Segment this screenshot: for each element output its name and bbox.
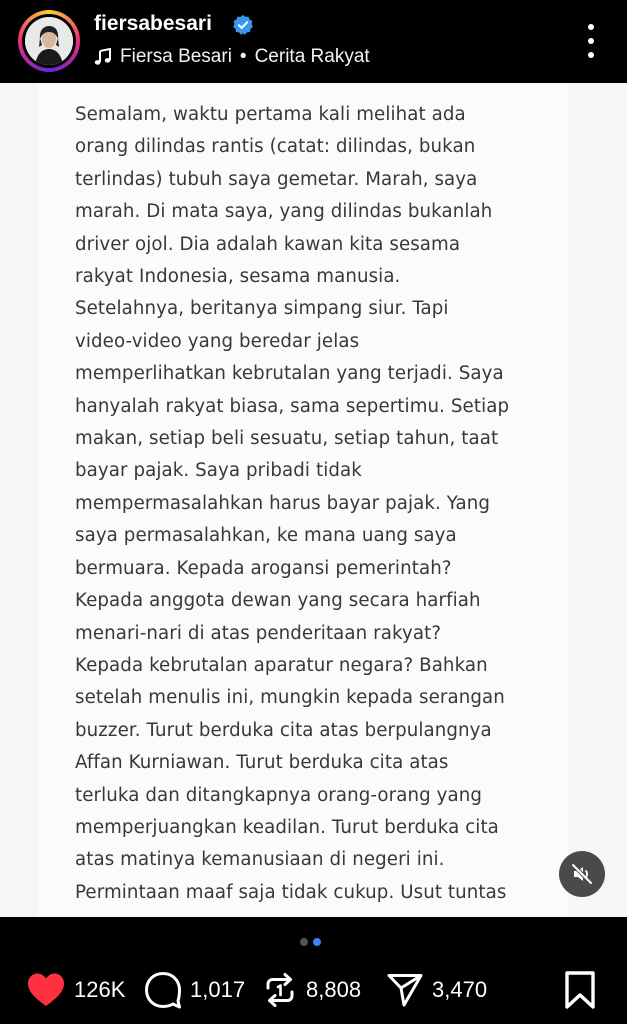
music-note-icon xyxy=(94,48,112,66)
text-line: mempermasalahkan harus bayar pajak. Yang xyxy=(75,492,490,514)
send-icon xyxy=(386,972,424,1008)
text-line: memperlihatkan kebrutalan yang terjadi. Saya xyxy=(75,363,504,385)
like-button[interactable] xyxy=(26,970,125,1010)
save-button[interactable] xyxy=(562,970,598,1010)
text-line: Setelahnya, beritanya simpang siur. Tapi xyxy=(75,298,449,320)
repost-count: 8,808 xyxy=(306,977,362,1002)
share-count: 3,470 xyxy=(432,977,488,1002)
carousel-dot xyxy=(300,938,308,946)
post-header xyxy=(0,0,627,83)
text-line: atas matinya kemanusiaan di negeri ini. xyxy=(75,849,445,871)
text-line: marah. Di mata saya, yang dilindas bukanlah xyxy=(75,201,493,223)
text-line: makan, setiap beli sesuatu, setiap tahun, taat xyxy=(75,428,499,450)
carousel-indicator xyxy=(300,937,321,947)
comment-icon xyxy=(144,971,182,1009)
post-image[interactable] xyxy=(0,83,627,917)
like-count: 126K xyxy=(74,977,126,1002)
text-line: buzzer. Turut berduka cita atas berpulangnya xyxy=(75,719,492,741)
bookmark-icon xyxy=(562,970,598,1010)
comment-count: 1,017 xyxy=(190,977,246,1002)
heart-icon xyxy=(26,972,66,1008)
action-bar xyxy=(0,962,627,1018)
music-info[interactable] xyxy=(94,45,370,69)
carousel-dot-active xyxy=(313,938,321,946)
text-line: Kepada kebrutalan aparatur negara? Bahkan xyxy=(75,654,488,676)
more-options-icon[interactable] xyxy=(580,24,602,58)
text-line: rakyat Indonesia, sesama manusia. xyxy=(75,266,401,288)
story-ring[interactable] xyxy=(18,10,80,72)
text-line: memperjuangkan keadilan. Turut berduka cita xyxy=(75,816,499,838)
text-line: bermuara. Kepada arogansi pemerintah? xyxy=(75,557,452,579)
text-line: Affan Kurniawan. Turut berduka cita atas xyxy=(75,752,449,774)
text-line: video-video yang beredar jelas xyxy=(75,330,360,352)
text-line: Permintaan maaf saja tidak cukup. Usut tuntas xyxy=(75,881,507,903)
repost-icon xyxy=(262,972,298,1008)
avatar[interactable] xyxy=(25,17,73,65)
comment-button[interactable] xyxy=(144,970,245,1010)
share-button[interactable] xyxy=(386,970,487,1010)
speaker-muted-icon xyxy=(570,862,594,886)
text-line: Kepada anggota dewan yang secara harfiah xyxy=(75,590,481,612)
text-line: menari-nari di atas penderitaan rakyat? xyxy=(75,622,442,644)
text-line: saya permasalahkan, ke mana uang saya xyxy=(75,525,457,547)
post-text xyxy=(75,99,555,909)
text-line: Semalam, waktu pertama kali melihat ada xyxy=(75,104,466,125)
text-line: terluka dan ditangkapnya orang-orang yang xyxy=(75,784,482,806)
text-line: terlindas) tubuh saya gemetar. Marah, saya xyxy=(75,168,478,190)
text-line: driver ojol. Dia adalah kawan kita sesama xyxy=(75,233,461,255)
music-separator: • xyxy=(239,46,247,67)
username[interactable]: fiersabesari xyxy=(94,12,212,35)
text-line: bayar pajak. Saya pribadi tidak xyxy=(75,460,362,482)
music-artist: Fiersa Besari xyxy=(120,46,232,67)
text-line: orang dilindas rantis (catat: dilindas, bukan xyxy=(75,136,476,158)
mute-button[interactable] xyxy=(559,851,605,897)
text-line: hanyalah rakyat biasa, sama sepertimu. Setiap xyxy=(75,395,510,417)
verified-badge-icon xyxy=(232,14,254,36)
music-title: Cerita Rakyat xyxy=(254,46,370,67)
text-line: setelah menulis ini, mungkin kepada serangan xyxy=(75,687,505,709)
repost-button[interactable] xyxy=(262,970,361,1010)
